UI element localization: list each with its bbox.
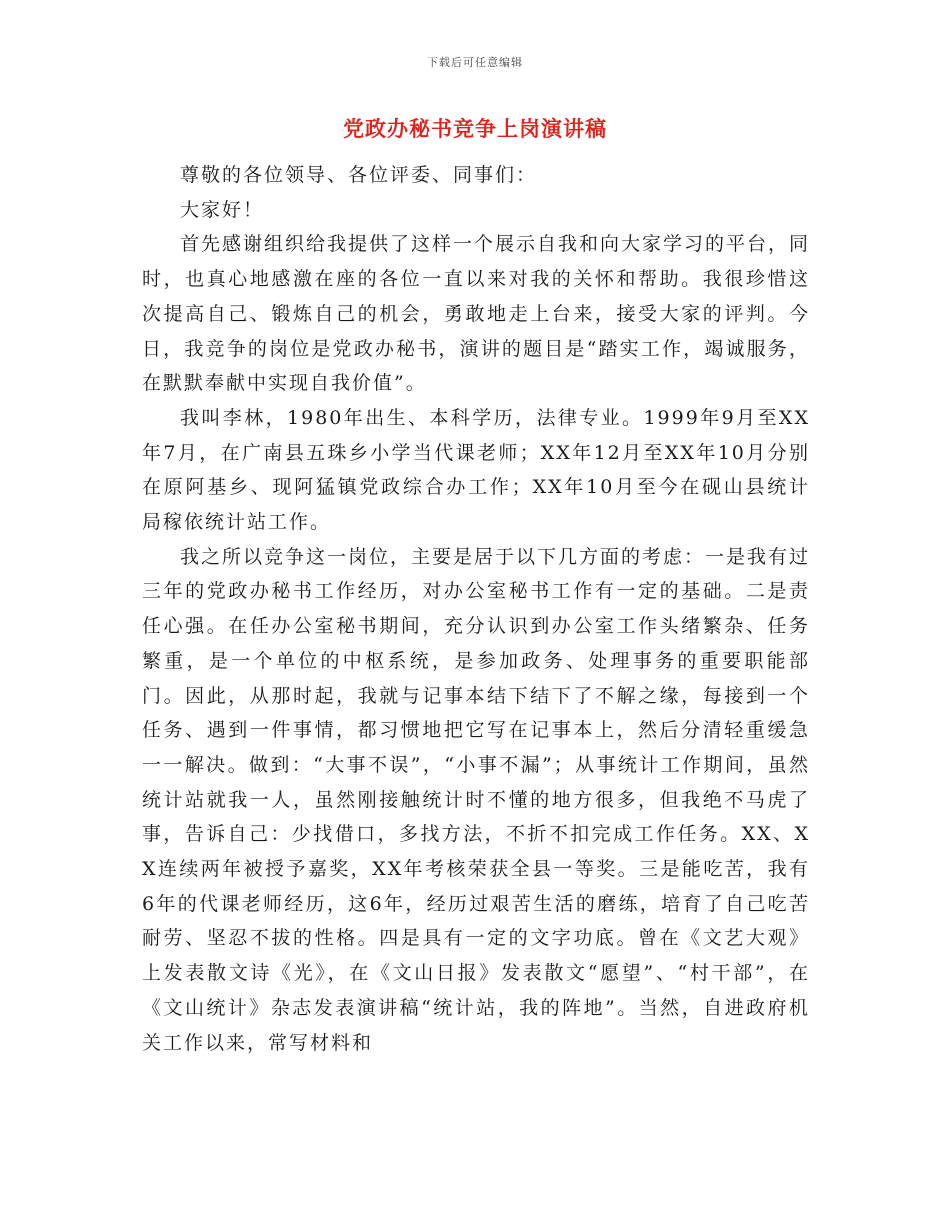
document-body	[142, 158, 810, 1060]
document-title: 党政办秘书竞争上岗演讲稿	[343, 116, 607, 141]
personal-background-paragraph: 我叫李林，1980年出生、本科学历，法律专业。1999年9月至XX年7月，在广南县五珠乡小学当代课老师；XX年12月至XX年10月分别在原阿基乡、现阿猛镇党政综合办工作；XX年10月至今在砚山县统计局稼依统计站工作。	[142, 406, 810, 534]
salutation-paragraph: 尊敬的各位领导、各位评委、同事们：	[180, 164, 538, 186]
introduction-paragraph: 首先感谢组织给我提供了这样一个展示自我和向大家学习的平台，同时，也真心地感激在座的各位一直以来对我的关怀和帮助。我很珍惜这次提高自己、锻炼自己的机会，勇敢地走上台来，接受大家的评判。今日，我竞争的岗位是党政办秘书，演讲的题目是“踏实工作，竭诚服务，在默默奉献中实现自我价值”。	[142, 233, 811, 395]
header-note: 下载后可任意编辑	[427, 56, 523, 69]
reasons-paragraph: 我之所以竞争这一岗位，主要是居于以下几方面的考虑：一是我有过三年的党政办秘书工作经历，对办公室秘书工作有一定的基础。二是责任心强。在任办公室秘书期间，充分认识到办公室工作头绪繁杂、任务繁重，是一个单位的中枢系统，是参加政务、处理事务的重要职能部门。因此，从那时起，我就与记事本结下结下了不解之缘，每接到一个任务、遇到一件事情，都习惯地把它写在记事本上，然后分清轻重缓急一一解决。做到：“大事不误”，“小事不漏”；从事统计工作期间，虽然统计站就我一人，虽然刚接触统计时不懂的地方很多，但我绝不马虎了事，告诉自己：少找借口，多找方法，不折不扣完成工作任务。XX、XX连续两年被授予嘉奖，XX年考核荣获全县一等奖。三是能吃苦，我有6年的代课老师经历，这6年，经历过艰苦生活的磨练，培育了自己吃苦耐劳、坚忍不拔的性格。四是具有一定的文字功底。曾在《文艺大观》上发表散文诗《光》，在《文山日报》发表散文“愿望”、“村干部”，在《文山统计》杂志发表演讲稿“统计站，我的阵地”。当然，自进政府机关工作以来，常写材料和	[142, 545, 811, 1054]
greeting-paragraph: 大家好！	[180, 198, 265, 221]
